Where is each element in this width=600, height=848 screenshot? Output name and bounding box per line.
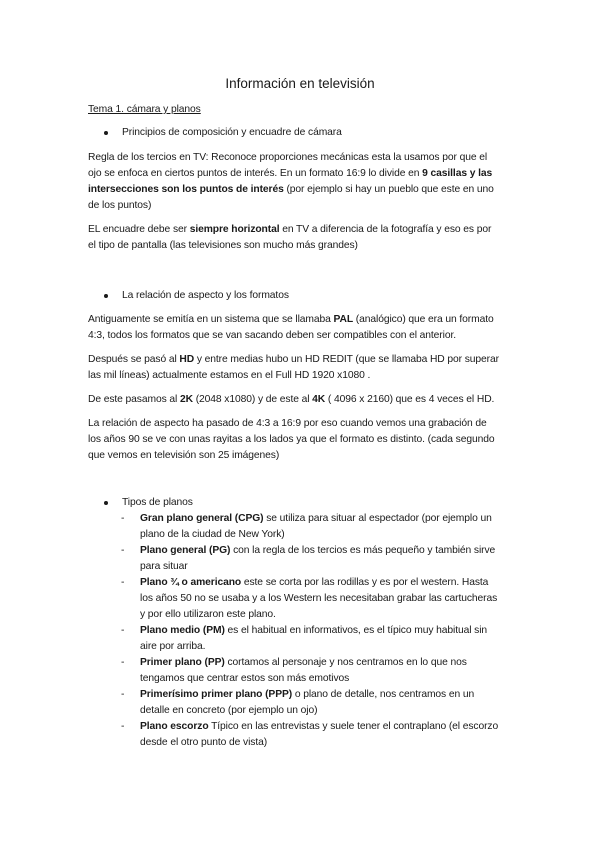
list-item-cont: y por ello utilizaron este plano. [140, 609, 276, 620]
list-item: Plano ¾ o americano este se corta por las rodillas y es por el western. Hasta [140, 577, 489, 588]
dash-marker: - [121, 577, 125, 588]
page-title: Información en televisión [225, 76, 375, 91]
list-item: Primerísimo primer plano (PPP) o plano de detalle, nos centramos en un [140, 689, 475, 700]
list-item: Plano general (PG) con la regla de los tercios es más pequeño y también sirve [140, 545, 496, 556]
paragraph-line: La relación de aspecto ha pasado de 4:3 a 16:9 por eso cuando vemos una grabación de [88, 418, 487, 429]
section-heading: Tema 1. cámara y planos [88, 104, 201, 115]
paragraph-line: EL encuadre debe ser siempre horizontal en TV a diferencia de la fotografía y eso es por [88, 224, 492, 235]
paragraph-line: de los puntos) [88, 200, 152, 211]
paragraph-line: las mil líneas) actualmente estamos en el Full HD 1920 x1080 . [88, 370, 371, 381]
bullet-aspect-ratio: La relación de aspecto y los formatos [122, 290, 289, 301]
paragraph-line: el tipo de pantalla (las televisiones son mucho más grandes) [88, 240, 358, 251]
dash-marker: - [121, 657, 125, 668]
list-item-cont: para situar [140, 561, 188, 572]
paragraph-line: Antiguamente se emitía en un sistema que se llamaba PAL (analógico) que era un formato [88, 314, 494, 325]
paragraph-line: ojo se enfoca en ciertos puntos de interés. En un formato 16:9 lo divide en 9 casillas y las [88, 168, 493, 179]
list-item: Primer plano (PP) cortamos al personaje y nos centramos en lo que nos [140, 657, 467, 668]
list-item-cont: desde el otro punto de vista) [140, 737, 268, 748]
paragraph-line: intersecciones son los puntos de interés (por ejemplo si hay un pueblo que este en uno [88, 184, 494, 195]
paragraph-line: que vemos en televisión son 25 imágenes) [88, 450, 280, 461]
paragraph-line: Después se pasó al HD y entre medias hubo un HD REDIT (que se llamaba HD por superar [88, 354, 499, 365]
paragraph-line: De este pasamos al 2K (2048 x1080) y de este al 4K ( 4096 x 2160) que es 4 veces el HD. [88, 394, 495, 405]
dash-marker: - [121, 689, 125, 700]
list-item: Plano medio (PM) es el habitual en informativos, es el típico muy habitual sin [140, 625, 488, 636]
list-item-cont: detalle en concreto (por ejemplo un ojo) [140, 705, 318, 716]
bullet-composition: Principios de composición y encuadre de cámara [122, 127, 342, 138]
paragraph-line: los años 90 se ve con unas rayitas a los lados ya que el formato es distinto. (cada segundo [88, 434, 495, 445]
list-item-cont: tengamos que centrar estos son más emotivos [140, 673, 350, 684]
list-item: Gran plano general (CPG) se utiliza para situar al espectador (por ejemplo un [140, 513, 492, 524]
list-item-cont: plano de la ciudad de New York) [140, 529, 285, 540]
dash-marker: - [121, 513, 125, 524]
paragraph-line: Regla de los tercios en TV: Reconoce proporciones mecánicas esta la usamos por que el [88, 152, 488, 163]
bullet-dot [104, 131, 108, 135]
list-item-cont: aire por arriba. [140, 641, 206, 652]
list-item: Plano escorzo Típico en las entrevistas y suele tener el contraplano (el escorzo [140, 721, 499, 732]
dash-marker: - [121, 545, 125, 556]
paragraph-line: 4:3, todos los formatos que se van sacando deben ser compatibles con el anterior. [88, 330, 456, 341]
bullet-dot [104, 294, 108, 298]
dash-marker: - [121, 625, 125, 636]
list-item-cont: los años 50 no se usaba y a los Western les necesitaban grabar las cartucheras [140, 593, 498, 604]
dash-marker: - [121, 721, 125, 732]
bullet-shot-types: Tipos de planos [122, 497, 193, 508]
bullet-dot [104, 501, 108, 505]
